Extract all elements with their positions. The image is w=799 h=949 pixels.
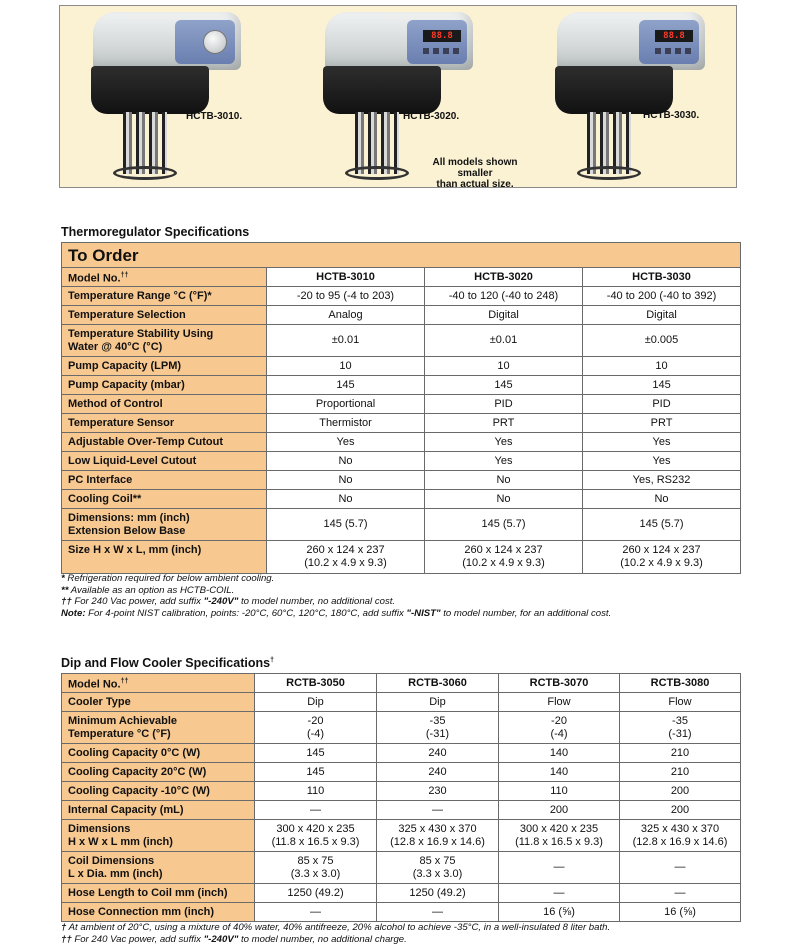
table-cell: PID (425, 395, 583, 414)
table-cell: 210 (620, 744, 741, 763)
table-cell: No (583, 490, 741, 509)
row-label: Temperature Selection (62, 306, 267, 325)
table-row (62, 693, 741, 712)
table-cell: -35 (-31) (620, 712, 741, 744)
cooler-spec-table (61, 673, 741, 922)
table-cell: 1250 (49.2) (377, 884, 499, 903)
row-label: Cooling Capacity 0°C (W) (62, 744, 255, 763)
table-row (62, 433, 741, 452)
table-cell: — (255, 801, 377, 820)
table-cell: Digital (583, 306, 741, 325)
row-label: Hose Connection mm (inch) (62, 903, 255, 922)
row-label: Coil Dimensions L x Dia. mm (inch) (62, 852, 255, 884)
table-row (62, 852, 741, 884)
table-row (62, 903, 741, 922)
table-cell: Digital (425, 306, 583, 325)
table-row (62, 306, 741, 325)
table-row (62, 357, 741, 376)
row-label: Minimum Achievable Temperature °C (°F) (62, 712, 255, 744)
table-cell: Thermistor (267, 414, 425, 433)
table-cell: 145 (425, 376, 583, 395)
footnote: † At ambient of 20°C, using a mixture of 40% water, 40% antifreeze, 20% alcohol to achieve -35°C, in a well-insulated 8 liter bath. (61, 922, 611, 933)
photo-caption: HCTB-3020. (403, 111, 460, 122)
table-cell: Dip (255, 693, 377, 712)
table-cell: — (499, 884, 620, 903)
table-row (62, 801, 741, 820)
table-cell: 10 (583, 357, 741, 376)
footnote: Note: For 4-point NIST calibration, points: -20°C, 60°C, 120°C, 180°C, add suffix "-NIST" to model number, for an additional cost. (61, 607, 612, 619)
model-header: RCTB-3060 (377, 674, 499, 693)
table-cell: Flow (620, 693, 741, 712)
row-label: Cooling Capacity 20°C (W) (62, 763, 255, 782)
table-cell: -20 to 95 (-4 to 203) (267, 287, 425, 306)
table-cell: ±0.01 (267, 325, 425, 357)
dial-knob-icon (203, 30, 227, 54)
photo-caption: HCTB-3030. (643, 110, 700, 121)
model-header: HCTB-3030 (583, 268, 741, 287)
row-label: Model No.†† (62, 674, 255, 693)
table-cell: 10 (425, 357, 583, 376)
row-label: Cooling Capacity -10°C (W) (62, 782, 255, 801)
table-cell: 260 x 124 x 237 (10.2 x 4.9 x 9.3) (583, 541, 741, 574)
table-cell: No (267, 490, 425, 509)
table-cell: 200 (620, 801, 741, 820)
table-cell: -35 (-31) (377, 712, 499, 744)
table-row (62, 541, 741, 574)
table-row (62, 763, 741, 782)
table-row (62, 452, 741, 471)
table-cell: 145 (255, 744, 377, 763)
row-label: Adjustable Over-Temp Cutout (62, 433, 267, 452)
table-cell: Yes (583, 452, 741, 471)
table-cell: 85 x 75 (3.3 x 3.0) (255, 852, 377, 884)
table-cell: — (620, 884, 741, 903)
table-cell: Yes (583, 433, 741, 452)
table-header-row (62, 674, 741, 693)
table-cell: 300 x 420 x 235 (11.8 x 16.5 x 9.3) (499, 820, 620, 852)
photo-caption: HCTB-3010. (186, 111, 243, 122)
table-row (62, 471, 741, 490)
table-cell: No (425, 490, 583, 509)
table-cell: 145 (5.7) (267, 509, 425, 541)
cooler-footnotes (61, 922, 610, 945)
model-header: HCTB-3020 (425, 268, 583, 287)
photo-size-note: All models shown smaller than actual size. (432, 157, 518, 188)
table-row (62, 414, 741, 433)
table-cell: 325 x 430 x 370 (12.8 x 16.9 x 14.6) (377, 820, 499, 852)
row-label: Size H x W x L, mm (inch) (62, 541, 267, 574)
table-cell: 10 (267, 357, 425, 376)
table-cell: 145 (255, 763, 377, 782)
table-cell: 300 x 420 x 235 (11.8 x 16.5 x 9.3) (255, 820, 377, 852)
table-cell: 145 (5.7) (425, 509, 583, 541)
table-cell: 16 (⅝) (620, 903, 741, 922)
section-title: Dip and Flow Cooler Specifications† (61, 656, 274, 670)
table-cell: Analog (267, 306, 425, 325)
table-cell: 240 (377, 744, 499, 763)
table-row (62, 509, 741, 541)
table-row (62, 287, 741, 306)
model-header: HCTB-3010 (267, 268, 425, 287)
section-title: Thermoregulator Specifications (61, 225, 250, 239)
table-cell: -20 (-4) (499, 712, 620, 744)
table-cell: 145 (583, 376, 741, 395)
table-cell: 16 (⅝) (499, 903, 620, 922)
footnote: ** Available as an option as HCTB-COIL. (61, 584, 235, 596)
table-cell: Yes, RS232 (583, 471, 741, 490)
table-cell: — (499, 852, 620, 884)
table-cell: Dip (377, 693, 499, 712)
table-cell: 85 x 75 (3.3 x 3.0) (377, 852, 499, 884)
table-cell: Yes (425, 452, 583, 471)
row-label: Temperature Sensor (62, 414, 267, 433)
table-cell: 110 (499, 782, 620, 801)
table-cell: -40 to 120 (-40 to 248) (425, 287, 583, 306)
table-cell: ±0.005 (583, 325, 741, 357)
table-cell: PID (583, 395, 741, 414)
table-row (62, 884, 741, 903)
table-cell: — (620, 852, 741, 884)
product-photo-panel (59, 5, 737, 188)
footnote: †† For 240 Vac power, add suffix "-240V" to model number, no additional cost. (61, 596, 396, 607)
table-cell: No (267, 452, 425, 471)
footnote: * Refrigeration required for below ambient cooling. (61, 573, 275, 584)
table-cell: -20 (-4) (255, 712, 377, 744)
row-label: Hose Length to Coil mm (inch) (62, 884, 255, 903)
digital-display: 88.8 (423, 30, 461, 42)
row-label: Cooling Coil** (62, 490, 267, 509)
table-cell: — (377, 801, 499, 820)
model-header: RCTB-3070 (499, 674, 620, 693)
row-label: Low Liquid-Level Cutout (62, 452, 267, 471)
table-cell: ±0.01 (425, 325, 583, 357)
table-cell: 110 (255, 782, 377, 801)
table-row (62, 782, 741, 801)
table-cell: Proportional (267, 395, 425, 414)
row-label: Temperature Stability Using Water @ 40°C (°C) (62, 325, 267, 357)
row-label: Temperature Range °C (°F)* (62, 287, 267, 306)
table-cell: No (267, 471, 425, 490)
to-order-row (62, 243, 741, 268)
table-cell: 140 (499, 744, 620, 763)
table-row (62, 395, 741, 414)
table-cell: PRT (425, 414, 583, 433)
table-cell: Yes (425, 433, 583, 452)
table-cell: 260 x 124 x 237 (10.2 x 4.9 x 9.3) (267, 541, 425, 574)
table-cell: 140 (499, 763, 620, 782)
table-cell: Yes (267, 433, 425, 452)
table-cell: 145 (5.7) (583, 509, 741, 541)
row-label: Model No.†† (62, 268, 267, 287)
table-cell: -40 to 200 (-40 to 392) (583, 287, 741, 306)
row-label: Cooler Type (62, 693, 255, 712)
table-row (62, 376, 741, 395)
thermoregulator-spec-table (61, 242, 741, 574)
table-row (62, 325, 741, 357)
table-row (62, 490, 741, 509)
footnote: †† For 240 Vac power, add suffix "-240V" to model number, no additional charge. (61, 933, 407, 945)
hctb-3010-image (93, 6, 243, 184)
model-header: RCTB-3050 (255, 674, 377, 693)
row-label: Dimensions: mm (inch) Extension Below Base (62, 509, 267, 541)
thermo-footnotes (61, 573, 611, 619)
table-cell: 145 (267, 376, 425, 395)
table-cell: Flow (499, 693, 620, 712)
row-label: Internal Capacity (mL) (62, 801, 255, 820)
row-label: Method of Control (62, 395, 267, 414)
row-label: PC Interface (62, 471, 267, 490)
digital-display: 88.8 (655, 30, 693, 42)
hctb-3030-image (557, 6, 707, 184)
table-cell: No (425, 471, 583, 490)
table-cell: 240 (377, 763, 499, 782)
table-cell: 260 x 124 x 237 (10.2 x 4.9 x 9.3) (425, 541, 583, 574)
table-header-row (62, 268, 741, 287)
row-label: Pump Capacity (mbar) (62, 376, 267, 395)
table-cell: 325 x 430 x 370 (12.8 x 16.9 x 14.6) (620, 820, 741, 852)
table-cell: 230 (377, 782, 499, 801)
table-cell: 1250 (49.2) (255, 884, 377, 903)
row-label: Pump Capacity (LPM) (62, 357, 267, 376)
table-row (62, 744, 741, 763)
model-header: RCTB-3080 (620, 674, 741, 693)
to-order-heading: To Order (62, 243, 741, 268)
table-cell: — (377, 903, 499, 922)
table-cell: PRT (583, 414, 741, 433)
table-cell: 200 (499, 801, 620, 820)
table-cell: 210 (620, 763, 741, 782)
table-row (62, 712, 741, 744)
table-cell: 200 (620, 782, 741, 801)
table-row (62, 820, 741, 852)
row-label: Dimensions H x W x L mm (inch) (62, 820, 255, 852)
table-cell: — (255, 903, 377, 922)
